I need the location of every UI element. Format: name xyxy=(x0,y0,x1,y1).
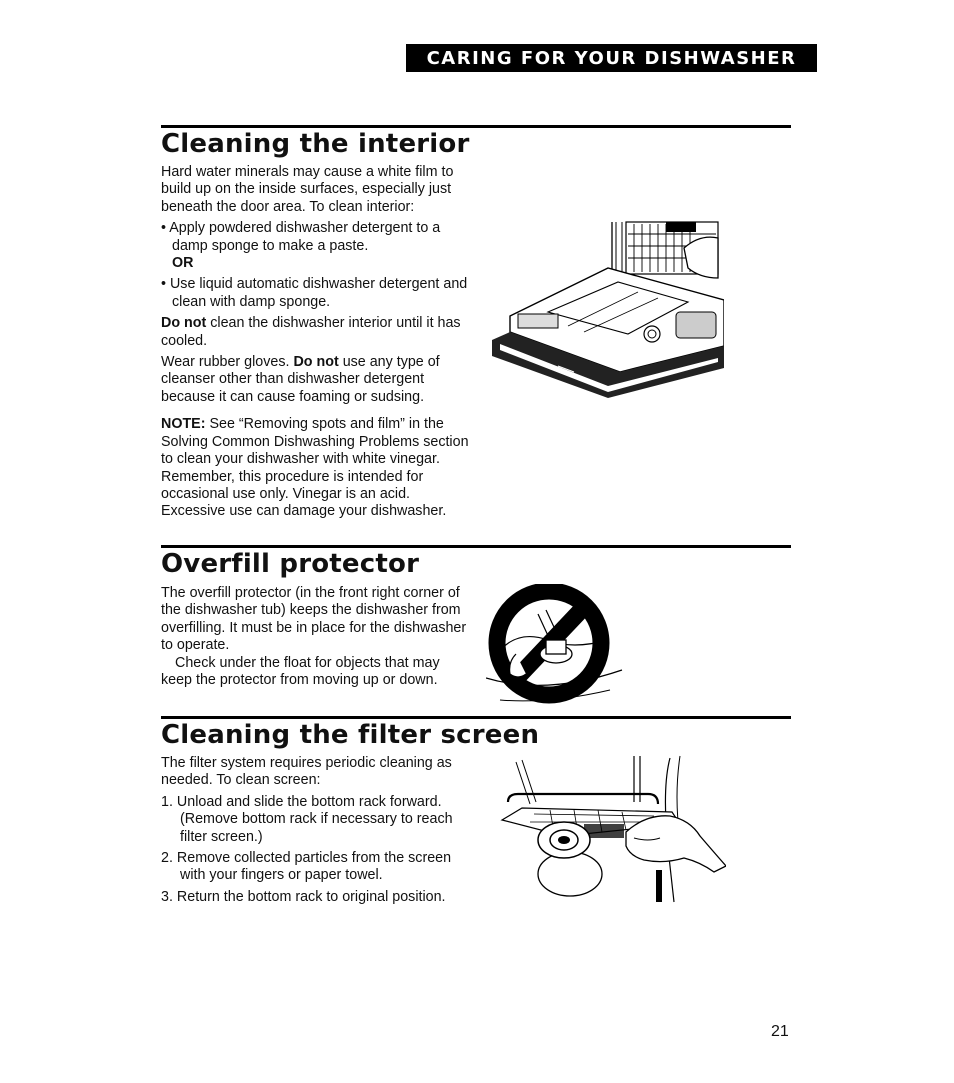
overfill-text xyxy=(161,585,471,689)
step-text: Remove collected particles from the screen with your fingers or paper towel. xyxy=(176,850,452,884)
note-label: NOTE: xyxy=(161,416,206,433)
caution-2-start: Wear rubber gloves. xyxy=(161,354,294,371)
dishwasher-door-illustration xyxy=(488,216,724,408)
interior-text xyxy=(161,164,471,521)
filter-screen-illustration xyxy=(494,752,726,904)
filter-step-1 xyxy=(161,794,471,846)
note-text: See “Removing spots and film” in the Solving Common Dishwashing Problems section to clean your dishwasher with white vinegar. Remember, this procedure is intended for occasional use only. Vinegar is an acid. Excessive use can damage your dishwasher. xyxy=(161,416,469,520)
filter-intro: The filter system requires periodic cleaning as needed. To clean screen: xyxy=(161,755,452,789)
step-text: Return the bottom rack to original position. xyxy=(176,888,446,905)
caution-2 xyxy=(161,354,471,406)
filter-steps-list xyxy=(161,794,471,906)
section-rule-filter xyxy=(161,716,791,719)
heading-cleaning-interior: Cleaning the interior xyxy=(161,129,470,159)
interior-bullet-2: • Use liquid automatic dishwasher detergent and clean with damp sponge. xyxy=(161,276,468,310)
step-number: 1. xyxy=(161,793,173,810)
step-number: 3. xyxy=(161,888,173,905)
section-banner: CARING FOR YOUR DISHWASHER xyxy=(406,44,817,72)
section-rule-interior xyxy=(161,125,791,128)
heading-cleaning-filter: Cleaning the filter screen xyxy=(161,720,540,750)
overfill-para-2: Check under the float for objects that may keep the protector from moving up or down. xyxy=(161,654,440,689)
page-number: 21 xyxy=(771,1023,789,1040)
caution-2-text: use any type of cleanser other than dishwasher detergent because it can cause foaming or sudsing. xyxy=(161,354,440,405)
interior-note xyxy=(161,416,471,520)
filter-step-2 xyxy=(161,850,471,885)
overfill-para-1: The overfill protector (in the front right corner of the dishwasher tub) keeps the dishwasher from overfilling. It must be in place for the dishwasher to operate. xyxy=(161,585,467,654)
interior-bullet-1-text: Apply powdered dishwasher detergent to a damp sponge to make a paste. xyxy=(169,220,441,254)
caution-1-text: clean the dishwasher interior until it has cooled. xyxy=(161,315,461,349)
interior-bullet-2-text: Use liquid automatic dishwasher detergent and clean with damp sponge. xyxy=(169,276,468,310)
section-rule-overfill xyxy=(161,545,791,548)
caution-2-bold: Do not xyxy=(293,354,339,371)
caution-1 xyxy=(161,315,471,350)
filter-step-3 xyxy=(161,889,471,906)
overfill-prohibition-illustration xyxy=(486,584,626,706)
interior-or xyxy=(161,255,471,272)
interior-bullet-1: • Apply powdered dishwasher detergent to a damp sponge to make a paste. xyxy=(161,220,441,254)
interior-intro: Hard water minerals may cause a white film to build up on the inside surfaces, especially just beneath the door area. To clean interior: xyxy=(161,164,454,215)
step-text: Unload and slide the bottom rack forward. (Remove bottom rack if necessary to reach filter screen.) xyxy=(176,793,453,845)
or-label: OR xyxy=(172,255,194,272)
caution-1-bold: Do not xyxy=(161,315,207,332)
step-number: 2. xyxy=(161,850,173,867)
heading-overfill-protector: Overfill protector xyxy=(161,549,420,579)
filter-text xyxy=(161,755,471,906)
